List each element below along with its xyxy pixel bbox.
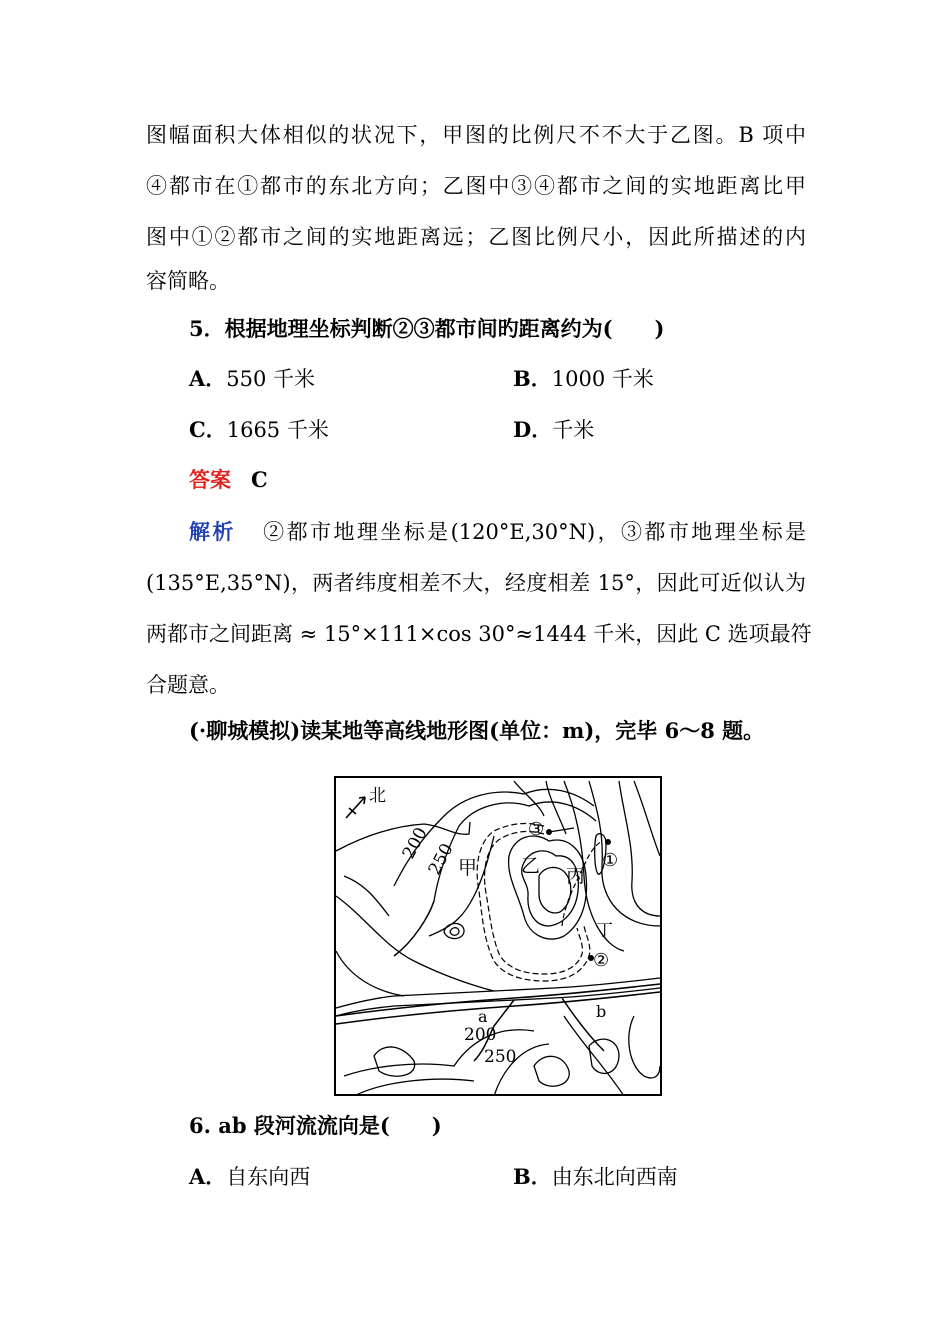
- north-label: 北: [369, 786, 386, 806]
- answer-label: 答案: [189, 467, 231, 492]
- q5-analysis-line3: 两都市之间距离 ≈ 15°×111×cos 30°≈1444 千米，因此 C 选项最符: [146, 622, 812, 646]
- question-6-stem: 6. ab 段河流流向是( ): [189, 1113, 442, 1138]
- map-point-a: a: [478, 1007, 488, 1026]
- para1-line3: 图中①②都市之间的实地距离远；乙图比例尺小，因此所描述的内: [146, 225, 806, 249]
- map-label-ding: 丁: [596, 921, 613, 941]
- map-contour-200-bottom: 200: [464, 1025, 497, 1045]
- q5-analysis-line2: (135°E,35°N)，两者纬度相差不大，经度相差 15°，因此可近似认为: [146, 571, 806, 595]
- q6-option-b-key: B．: [513, 1164, 552, 1189]
- contour-map: [334, 776, 662, 1096]
- question-5-stem: 5．根据地理坐标判断②③都市间旳距离约为( ): [189, 316, 665, 341]
- para1-line4: 容简略。: [146, 269, 230, 293]
- q6-option-b: [513, 1164, 678, 1190]
- map-city1-label: ①: [602, 850, 619, 871]
- map-city3-label: ③: [528, 819, 545, 840]
- q5-option-a-key: A．: [189, 366, 227, 391]
- q6-option-a: [189, 1164, 310, 1190]
- q5-option-d-key: D．: [513, 417, 553, 442]
- para1-line2: ④都市在①都市的东北方向；乙图中③④都市之间的实地距离比甲: [146, 174, 806, 198]
- map-contour-250-top: 250: [424, 840, 458, 879]
- q6-option-b-text: 由东北向西南: [551, 1165, 678, 1189]
- q5-option-c-text: 1665 千米: [226, 418, 329, 442]
- map-label-yi: 乙: [521, 855, 541, 877]
- para1-line1: 图幅面积大体相似的状况下，甲图的比例尺不不大于乙图。B 项中: [146, 123, 806, 147]
- q5-answer: [189, 467, 806, 493]
- map-point-b: b: [596, 1002, 607, 1021]
- map-contour-250-bottom: 250: [484, 1047, 517, 1067]
- answer-value: C: [251, 467, 268, 492]
- map-label-jia: 甲: [458, 857, 478, 879]
- q5-option-c-key: C．: [189, 417, 227, 442]
- q5-option-d-text: 千米: [552, 418, 595, 442]
- q5-option-a: [189, 366, 315, 392]
- map-label-bing: 丙: [566, 865, 586, 887]
- group-intro: (·聊城模拟)读某地等高线地形图(单位：m)，完毕 6～8 题。: [189, 718, 765, 743]
- map-contour-200-top: 200: [398, 824, 432, 863]
- q5-analysis-line4: 合题意。: [146, 673, 230, 697]
- analysis-text-1: ②都市地理坐标是(120°E,30°N)，③都市地理坐标是: [263, 520, 806, 544]
- analysis-label: 解析: [189, 519, 236, 544]
- map-city2-label: ②: [593, 950, 610, 971]
- q6-option-a-text: 自东向西: [226, 1165, 311, 1189]
- q5-option-b-text: 1000 千米: [551, 367, 654, 391]
- q5-option-b: [513, 366, 654, 392]
- q5-option-d: [513, 417, 594, 443]
- q5-option-b-key: B．: [513, 366, 552, 391]
- q5-analysis-line1: [189, 519, 806, 545]
- q5-option-a-text: 550 千米: [226, 367, 316, 391]
- q6-option-a-key: A．: [189, 1164, 227, 1189]
- q5-option-c: [189, 417, 329, 443]
